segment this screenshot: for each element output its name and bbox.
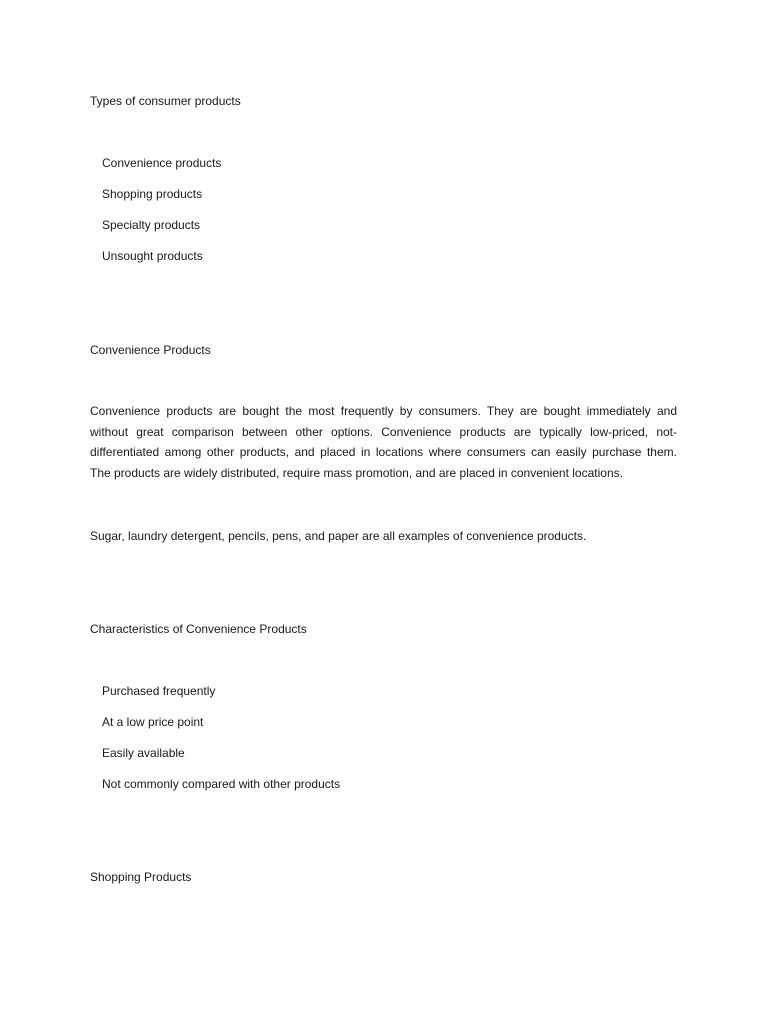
heading-characteristics: Characteristics of Convenience Products <box>90 622 307 636</box>
list-item-convenience-products: Convenience products <box>102 156 222 170</box>
list-item-not-commonly-compared: Not commonly compared with other products <box>102 777 341 791</box>
list-item-unsought-products: Unsought products <box>102 249 203 263</box>
convenience-paragraph <box>90 401 677 484</box>
heading-convenience-products: Convenience Products <box>90 343 211 357</box>
heading-shopping-products: Shopping Products <box>90 870 192 884</box>
paragraph-line: Convenience products are bought the most frequently by consumers. They are bought immediately and <box>90 404 677 418</box>
paragraph-line: without great comparison between other options. Convenience products are typically low-priced, not- <box>90 424 677 439</box>
list-item-purchased-frequently: Purchased frequently <box>102 684 216 698</box>
list-item-easily-available: Easily available <box>102 746 185 760</box>
heading-types-of-consumer-products: Types of consumer products <box>90 94 241 108</box>
list-item-shopping-products: Shopping products <box>102 187 203 201</box>
list-item-specialty-products: Specialty products <box>102 218 201 232</box>
paragraph-line: differentiated among other products, and placed in locations where consumers can easily purchase them. <box>90 445 677 460</box>
paragraph-line: The products are widely distributed, require mass promotion, and are placed in convenient locations. <box>90 466 623 481</box>
examples-sentence: Sugar, laundry detergent, pencils, pens, and paper are all examples of convenience products. <box>90 529 587 543</box>
list-item-low-price-point: At a low price point <box>102 715 204 729</box>
